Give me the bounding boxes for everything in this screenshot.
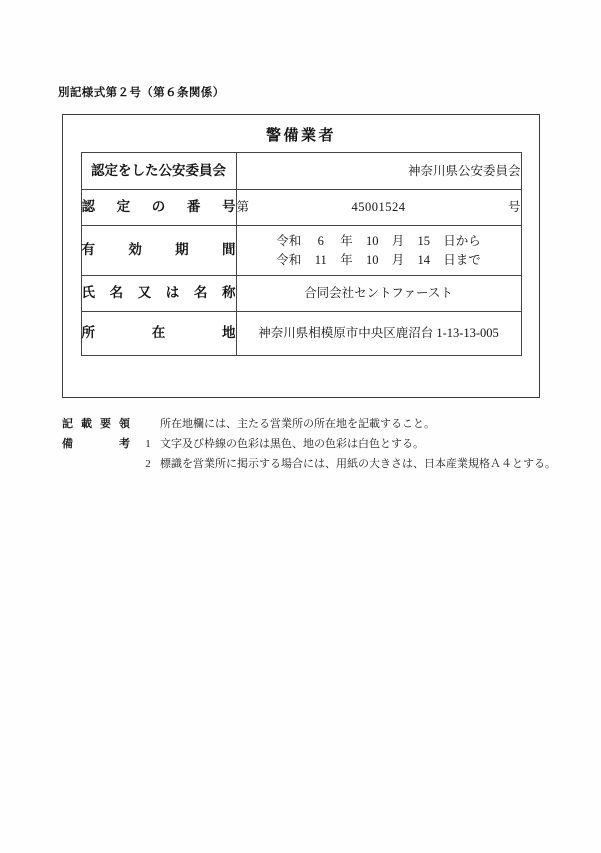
end-month-unit: 月 (391, 252, 405, 267)
note-remark-1-number: 1 (145, 438, 151, 451)
row-value-public-safety-commission: 神奈川県公安委員会 (236, 153, 521, 190)
business-info-table (81, 152, 522, 356)
validity-period-end (237, 251, 521, 269)
start-era: 令和 (276, 234, 302, 249)
footnotes (62, 414, 562, 474)
note-entry-instruction-head: 記載要領 (62, 418, 130, 430)
note-remark-1-body: 文字及び枠線の色彩は黒色、地の色彩は白色とする。 (160, 438, 424, 451)
table-row-certification-number (81, 190, 521, 226)
note-entry-instruction (62, 414, 562, 434)
row-label-validity-period: 有効期間 (81, 226, 236, 276)
end-year: 11 (314, 252, 327, 267)
row-label-company-name: 氏名又は名称 (81, 276, 236, 312)
table-row-address (81, 312, 521, 356)
row-label-certification-number: 認定の番号 (81, 190, 236, 226)
table-row-validity-period (81, 226, 521, 276)
row-label-public-safety-commission: 認定をした公安委員会 (81, 153, 236, 190)
row-label-address: 所在地 (81, 312, 236, 356)
note-remark-2 (62, 454, 562, 474)
start-month: 10 (366, 234, 379, 249)
security-business-placard (62, 114, 540, 398)
note-remark-1 (62, 434, 562, 454)
certification-number-line (237, 199, 521, 215)
note-entry-instruction-body: 所在地欄には、主たる営業所の所在地を記載すること。 (160, 418, 435, 430)
start-month-unit: 月 (391, 234, 405, 249)
note-remark-2-body: 標識を営業所に掲示する場合には、用紙の大きさは、日本産業規格Ａ４とする。 (160, 458, 556, 471)
note-remarks-head: 備考 (62, 438, 130, 451)
end-era: 令和 (276, 252, 302, 267)
end-day-unit: 日まで (443, 252, 481, 267)
row-value-company-name: 合同会社セントファースト (236, 276, 521, 312)
number-suffix-gou: 号 (507, 200, 521, 215)
start-year-unit: 年 (340, 234, 353, 249)
start-day: 15 (417, 234, 431, 249)
table-row-company-name (81, 276, 521, 312)
table-row-public-safety-commission (81, 153, 521, 190)
placard-title: 警備業者 (265, 128, 336, 144)
start-year: 6 (317, 234, 324, 249)
row-value-certification-number (236, 190, 521, 226)
note-remark-2-number: 2 (145, 458, 151, 471)
validity-period-start (237, 232, 521, 250)
end-year-unit: 年 (340, 252, 353, 267)
certification-number-value: 45001524 (351, 200, 406, 215)
end-day: 14 (417, 252, 431, 267)
end-month: 10 (366, 252, 379, 267)
number-prefix-dai: 第 (236, 200, 250, 215)
row-value-validity-period (236, 226, 521, 276)
form-number-heading: 別記様式第２号（第６条関係） (58, 87, 225, 99)
start-day-unit: 日から (443, 234, 481, 249)
row-value-address: 神奈川県相模原市中央区鹿沼台 1-13-13-005 (236, 312, 521, 356)
